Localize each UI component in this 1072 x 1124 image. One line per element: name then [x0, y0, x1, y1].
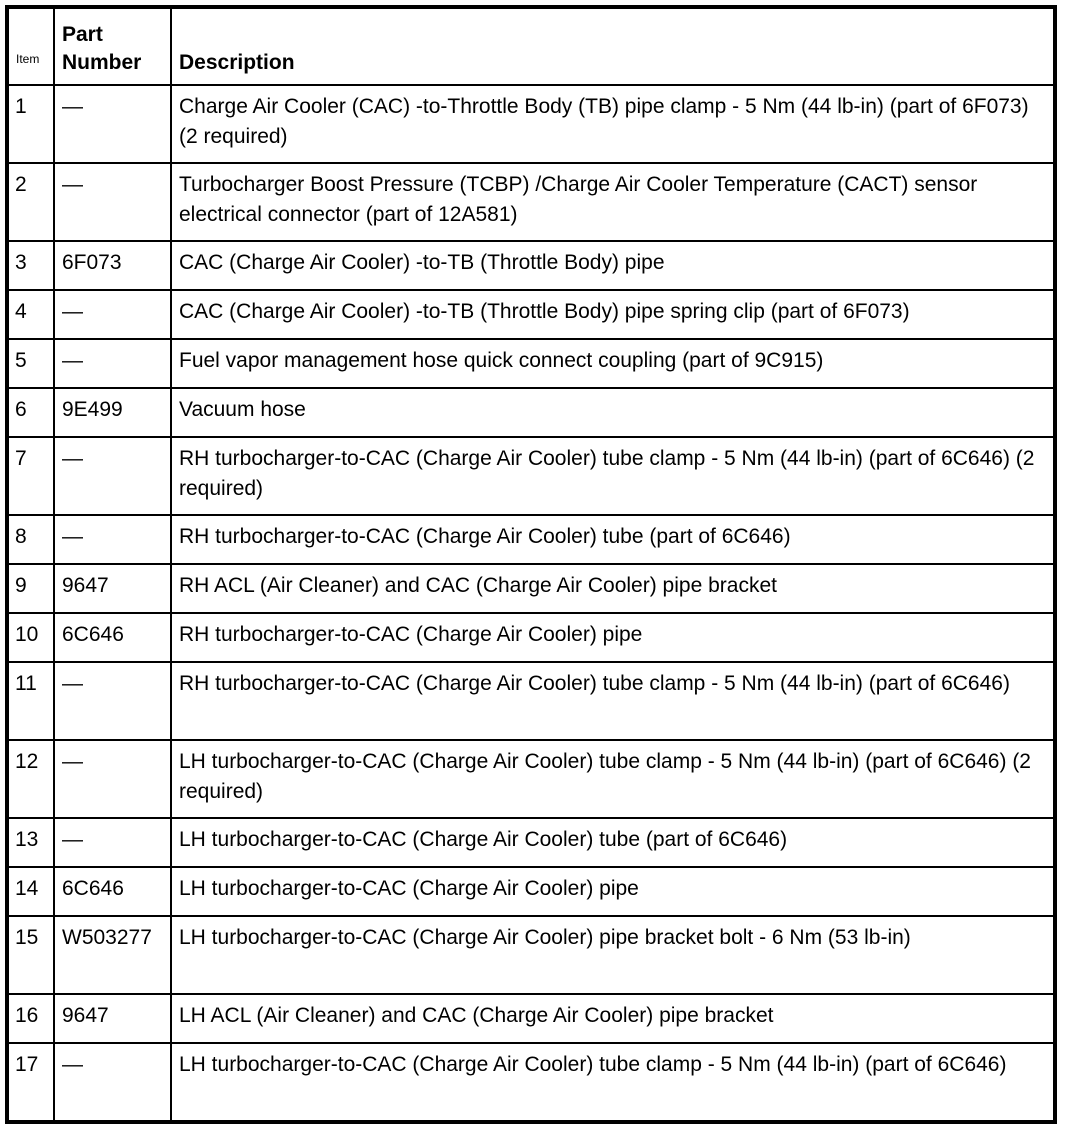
part-number-cell: —: [54, 818, 171, 867]
part-number-cell: —: [54, 437, 171, 515]
item-number-cell: 14: [7, 867, 54, 916]
item-number-cell: 2: [7, 163, 54, 241]
table-row: [7, 339, 1055, 388]
header-item: Item: [7, 7, 54, 85]
description-cell: LH turbocharger-to-CAC (Charge Air Cooler) pipe: [171, 867, 1055, 916]
part-number-cell: 6F073: [54, 241, 171, 290]
part-number-cell: 9647: [54, 564, 171, 613]
description-cell: RH turbocharger-to-CAC (Charge Air Cooler) tube clamp - 5 Nm (44 lb-in) (part of 6C646): [171, 662, 1055, 740]
table-row: [7, 818, 1055, 867]
description-cell: RH ACL (Air Cleaner) and CAC (Charge Air Cooler) pipe bracket: [171, 564, 1055, 613]
part-number-cell: —: [54, 163, 171, 241]
part-number-cell: —: [54, 290, 171, 339]
part-number-cell: 9E499: [54, 388, 171, 437]
item-number-cell: 1: [7, 85, 54, 163]
description-cell: Turbocharger Boost Pressure (TCBP) /Charge Air Cooler Temperature (CACT) sensor electrical connector (part of 12A581): [171, 163, 1055, 241]
part-number-cell: —: [54, 85, 171, 163]
table-row: [7, 437, 1055, 515]
item-number-cell: 6: [7, 388, 54, 437]
item-number-cell: 16: [7, 994, 54, 1043]
table-row: [7, 994, 1055, 1043]
part-number-cell: W503277: [54, 916, 171, 994]
description-cell: CAC (Charge Air Cooler) -to-TB (Throttle Body) pipe: [171, 241, 1055, 290]
item-number-cell: 11: [7, 662, 54, 740]
table-row: [7, 388, 1055, 437]
table-row: [7, 916, 1055, 994]
item-number-cell: 5: [7, 339, 54, 388]
item-number-cell: 10: [7, 613, 54, 662]
table-row: [7, 85, 1055, 163]
table-row: [7, 740, 1055, 818]
description-cell: LH turbocharger-to-CAC (Charge Air Cooler) tube clamp - 5 Nm (44 lb-in) (part of 6C646) (2 required): [171, 740, 1055, 818]
description-cell: Vacuum hose: [171, 388, 1055, 437]
description-cell: RH turbocharger-to-CAC (Charge Air Cooler) tube clamp - 5 Nm (44 lb-in) (part of 6C646) (2 required): [171, 437, 1055, 515]
item-number-cell: 12: [7, 740, 54, 818]
header-part-number: [54, 7, 171, 85]
table-row: [7, 867, 1055, 916]
part-number-cell: —: [54, 662, 171, 740]
item-number-cell: 7: [7, 437, 54, 515]
description-cell: LH ACL (Air Cleaner) and CAC (Charge Air Cooler) pipe bracket: [171, 994, 1055, 1043]
table-row: [7, 163, 1055, 241]
table-row: [7, 662, 1055, 740]
parts-table: [5, 5, 1057, 1124]
description-cell: Charge Air Cooler (CAC) -to-Throttle Body (TB) pipe clamp - 5 Nm (44 lb-in) (part of 6F073) (2 required): [171, 85, 1055, 163]
part-number-cell: 6C646: [54, 867, 171, 916]
description-cell: RH turbocharger-to-CAC (Charge Air Cooler) pipe: [171, 613, 1055, 662]
item-number-cell: 8: [7, 515, 54, 564]
item-number-cell: 3: [7, 241, 54, 290]
header-part-number-line1: Part: [62, 23, 103, 46]
item-number-cell: 13: [7, 818, 54, 867]
item-number-cell: 17: [7, 1043, 54, 1122]
description-cell: LH turbocharger-to-CAC (Charge Air Cooler) tube (part of 6C646): [171, 818, 1055, 867]
table-row: [7, 1043, 1055, 1122]
part-number-cell: 9647: [54, 994, 171, 1043]
part-number-cell: —: [54, 339, 171, 388]
part-number-cell: —: [54, 1043, 171, 1122]
item-number-cell: 15: [7, 916, 54, 994]
item-number-cell: 4: [7, 290, 54, 339]
table-row: [7, 613, 1055, 662]
header-description: Description: [171, 7, 1055, 85]
table-row: [7, 290, 1055, 339]
description-cell: CAC (Charge Air Cooler) -to-TB (Throttle Body) pipe spring clip (part of 6F073): [171, 290, 1055, 339]
item-number-cell: 9: [7, 564, 54, 613]
description-cell: RH turbocharger-to-CAC (Charge Air Cooler) tube (part of 6C646): [171, 515, 1055, 564]
description-cell: LH turbocharger-to-CAC (Charge Air Cooler) pipe bracket bolt - 6 Nm (53 lb-in): [171, 916, 1055, 994]
table-row: [7, 564, 1055, 613]
table-header-row: [7, 7, 1055, 85]
part-number-cell: 6C646: [54, 613, 171, 662]
table-row: [7, 241, 1055, 290]
part-number-cell: —: [54, 740, 171, 818]
part-number-cell: —: [54, 515, 171, 564]
header-part-number-line2: Number: [62, 51, 142, 74]
description-cell: LH turbocharger-to-CAC (Charge Air Cooler) tube clamp - 5 Nm (44 lb-in) (part of 6C646): [171, 1043, 1055, 1122]
table-row: [7, 515, 1055, 564]
description-cell: Fuel vapor management hose quick connect coupling (part of 9C915): [171, 339, 1055, 388]
